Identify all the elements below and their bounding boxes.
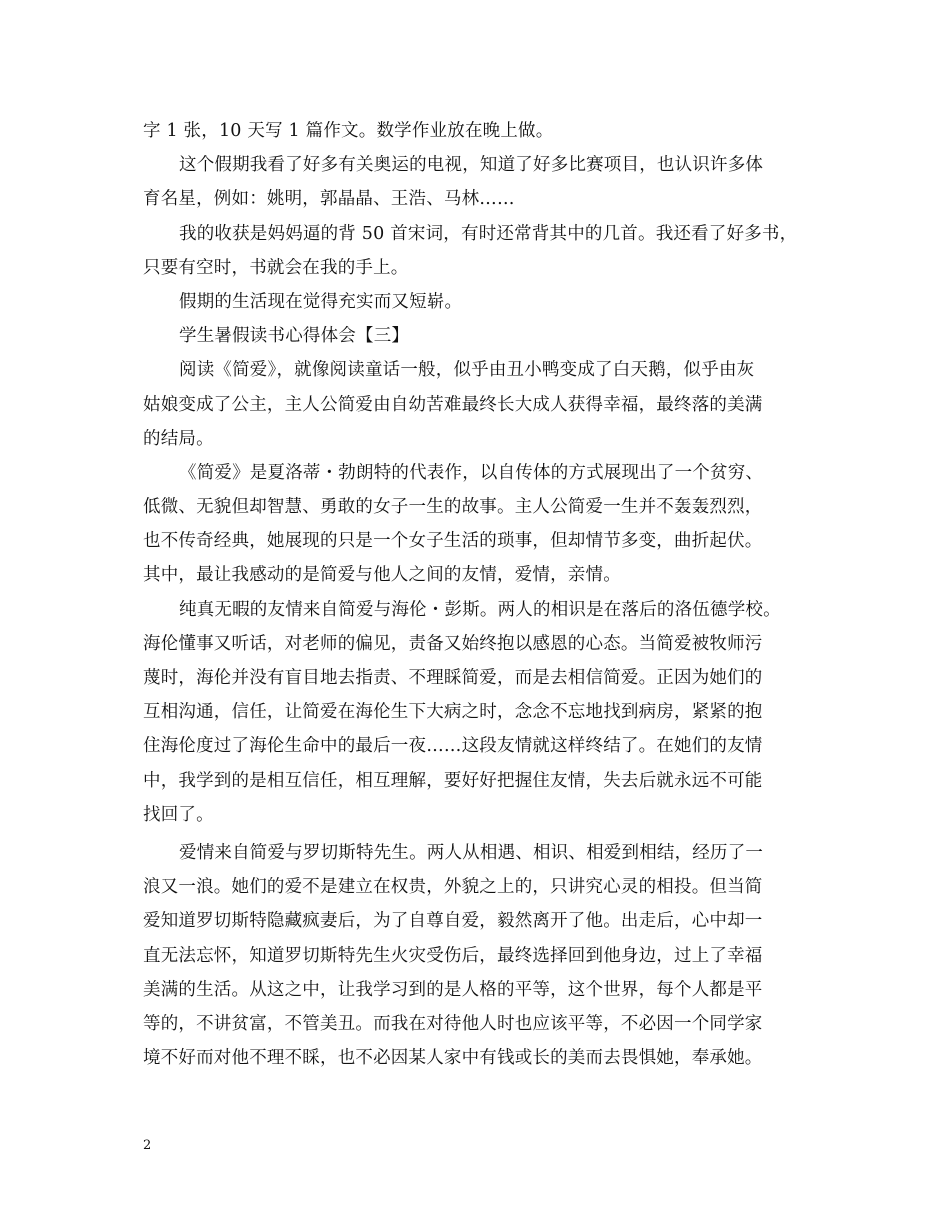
text-line: 假期的生活现在觉得充实而又短崭。: [179, 291, 463, 312]
text-line: 这个假期我看了好多有关奥运的电视，知道了好多比赛项目，也认识许多体: [179, 155, 764, 176]
text-line: 等的，不讲贫富，不管美丑。而我在对待他人时也应该平等，不必因一个同学家: [143, 1013, 763, 1034]
text-line: 浪又一浪。她们的爱不是建立在权贵，外貌之上的，只讲究心灵的相投。但当简: [143, 877, 763, 898]
page-number: 2: [143, 1138, 152, 1153]
text-line: 美满的生活。从这之中，让我学习到的是人格的平等，这个世界，每个人都是平: [143, 979, 763, 1000]
text-line: 境不好而对他不理不睬，也不必因某人家中有钱或长的美而去畏惧她，奉承她。: [143, 1048, 763, 1069]
text-line: 也不传奇经典，她展现的只是一个女子生活的琐事，但却情节多变，曲折起伏。: [143, 531, 763, 552]
text-line: 字 1 张，10 天写 1 篇作文。数学作业放在晚上做。: [143, 121, 554, 141]
section-heading: 学生暑假读书心得体会【三】: [179, 326, 410, 347]
text-line: 爱情来自简爱与罗切斯特先生。两人从相遇、相识、相爱到相结，经历了一: [179, 842, 764, 863]
text-line: 《简爱》是夏洛蒂・勃朗特的代表作，以自传体的方式展现出了一个贫穷、: [179, 462, 764, 483]
text-line: 姑娘变成了公主，主人公简爱由自幼苦难最终长大成人获得幸福，最终落的美满: [143, 394, 763, 415]
text-line: 中，我学到的是相互信任，相互理解，要好好把握住友情，失去后就永远不可能: [143, 770, 763, 791]
text-line: 直无法忘怀，知道罗切斯特先生火灾受伤后，最终选择回到他身边，过上了幸福: [143, 945, 763, 966]
text-line: 低微、无貌但却智慧、勇敢的女子一生的故事。主人公简爱一生并不轰轰烈烈，: [143, 497, 763, 518]
text-line: 互相沟通，信任，让简爱在海伦生下大病之时，念念不忘地找到病房，紧紧的抱: [143, 702, 763, 723]
text-line: 只要有空时，书就会在我的手上。: [143, 257, 409, 278]
text-line: 其中，最让我感动的是简爱与他人之间的友情，爱情，亲情。: [143, 565, 621, 586]
text-line: 爱知道罗切斯特隐藏疯妻后，为了自尊自爱，毅然离开了他。出走后，心中却一: [143, 911, 763, 932]
text-line: 的结局。: [143, 428, 214, 449]
text-line: 阅读《简爱》，就像阅读童话一般，似乎由丑小鸭变成了白天鹅，似乎由灰: [179, 360, 755, 381]
text-line: 找回了。: [143, 804, 214, 825]
text-line: 蔑时，海伦并没有盲目地去指责、不理睬简爱，而是去相信简爱。正因为她们的: [143, 668, 763, 688]
text-line: 住海伦度过了海伦生命中的最后一夜……这段友情就这样终结了。在她们的友情: [143, 736, 763, 757]
text-line: 纯真无暇的友情来自简爱与海伦・彭斯。两人的相识是在落后的洛伍德学校。: [179, 599, 781, 620]
text-line: 海伦懂事又听话，对老师的偏见，责备又始终抱以感恩的心态。当简爱被牧师污: [143, 633, 763, 654]
text-line: 我的收获是妈妈逼的背 50 首宋词，有时还常背其中的几首。我还看了好多书，: [179, 223, 798, 244]
body-text: [143, 114, 823, 1075]
text-line: 育名星，例如：姚明，郭晶晶、王浩、马林……: [143, 189, 515, 210]
